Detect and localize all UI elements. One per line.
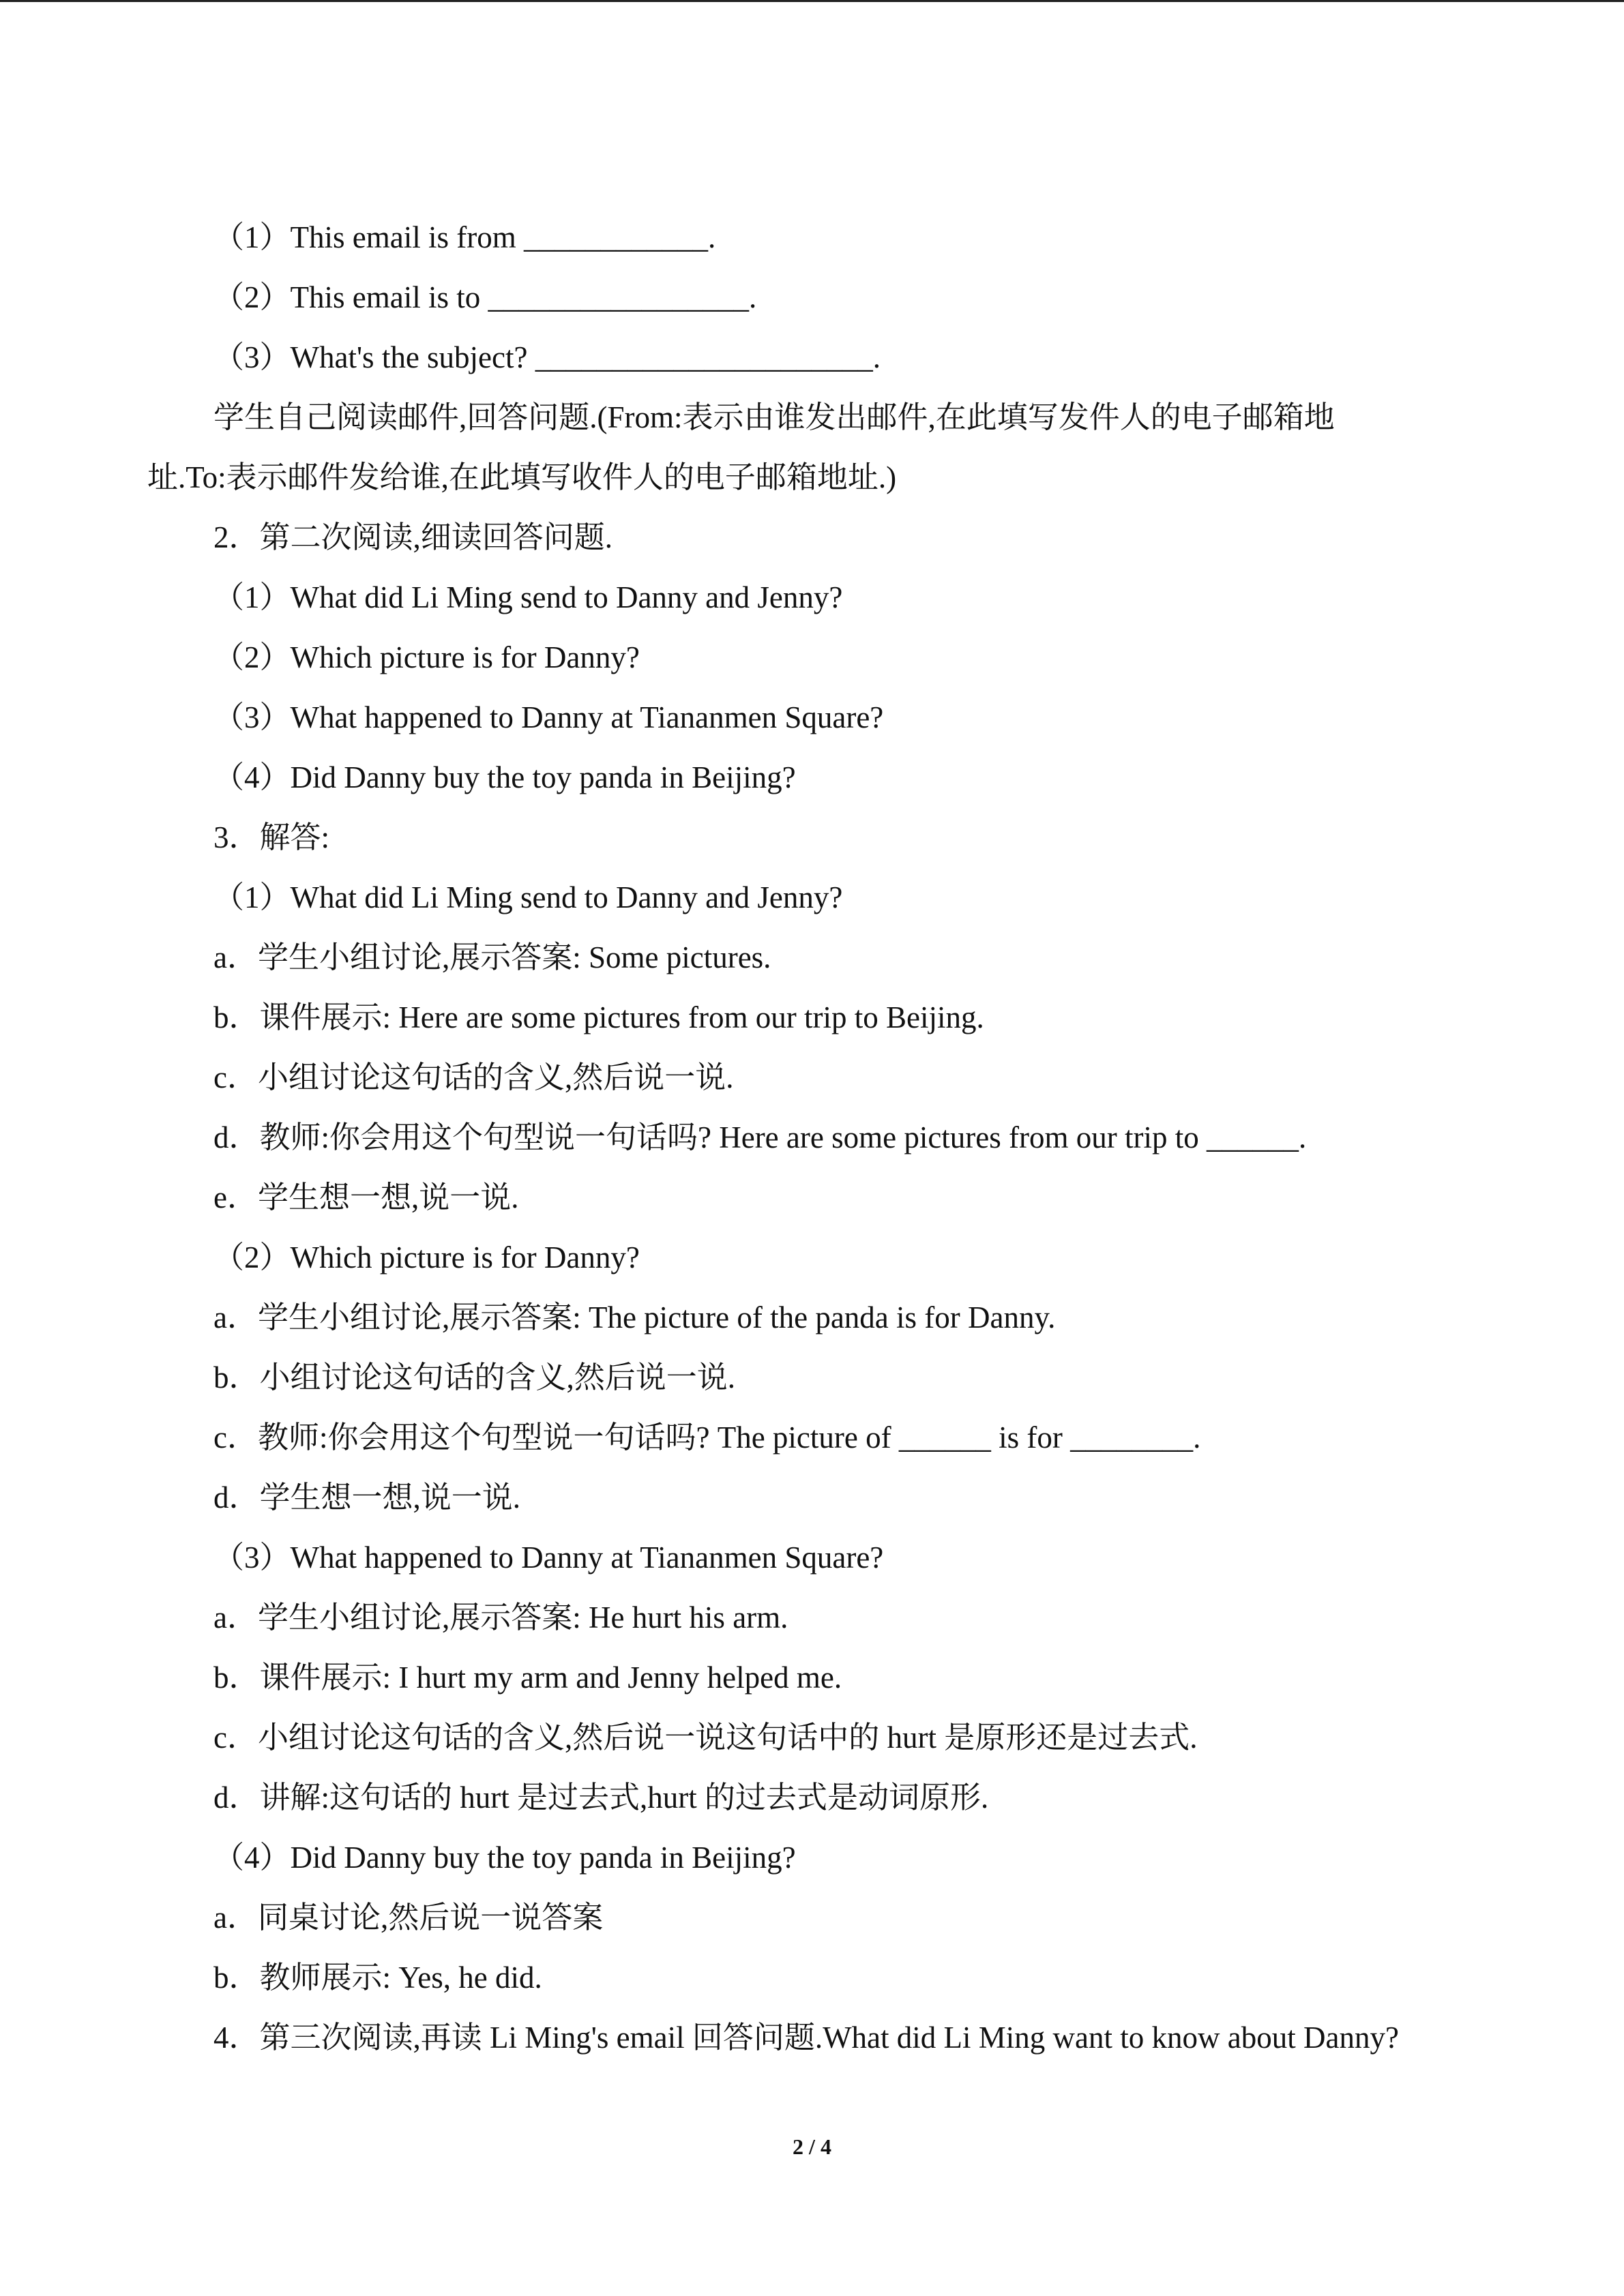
step-4-heading: 4．第三次阅读,再读 Li Ming's email 回答问题.What did Li Ming want to know about Danny?: [213, 2021, 1399, 2055]
step-2-heading: 2．第二次阅读,细读回答问题.: [213, 520, 613, 554]
question-3: （3）What happened to Danny at Tiananmen Square?: [213, 700, 884, 734]
list-item: a．学生小组讨论,展示答案: He hurt his arm.: [213, 1600, 788, 1635]
list-item: b．课件展示: Here are some pictures from our trip to Beijing.: [213, 1000, 984, 1034]
list-item: c．小组讨论这句话的含义,然后说一说.: [213, 1060, 734, 1094]
list-item: b．课件展示: I hurt my arm and Jenny helped me.: [213, 1660, 842, 1695]
list-item: b．小组讨论这句话的含义,然后说一说.: [213, 1360, 736, 1395]
list-item: e．学生想一想,说一说.: [213, 1180, 519, 1214]
list-item: d．教师:你会用这个句型说一句话吗? Here are some pictures from our trip to ______.: [213, 1120, 1307, 1154]
answer-question-1: （1）What did Li Ming send to Danny and Jenny?: [213, 880, 843, 914]
question-email-subject: （3）What's the subject? ______________________.: [213, 340, 881, 374]
paragraph-line-2: 址.To:表示邮件发给谁,在此填写收件人的电子邮箱地址.): [147, 460, 897, 494]
question-email-to: （2）This email is to _________________.: [213, 280, 757, 314]
list-item: c．小组讨论这句话的含义,然后说一说这句话中的 hurt 是原形还是过去式.: [213, 1720, 1198, 1755]
list-item: d．学生想一想,说一说.: [213, 1480, 521, 1515]
list-item: b．教师展示: Yes, he did.: [213, 1960, 542, 1995]
paragraph-line-1: 学生自己阅读邮件,回答问题.(From:表示由谁发出邮件,在此填写发件人的电子邮箱地: [213, 400, 1335, 434]
list-item: a．学生小组讨论,展示答案: Some pictures.: [213, 940, 771, 974]
list-item: c．教师:你会用这个句型说一句话吗? The picture of ______ is for ________.: [213, 1420, 1201, 1455]
list-item: a．同桌讨论,然后说一说答案: [213, 1900, 604, 1935]
list-item: a．学生小组讨论,展示答案: The picture of the panda is for Danny.: [213, 1300, 1056, 1335]
question-email-from: （1）This email is from ____________.: [213, 220, 716, 254]
step-3-heading: 3．解答:: [213, 820, 330, 854]
question-4: （4）Did Danny buy the toy panda in Beijing?: [213, 760, 796, 794]
answer-question-2: （2）Which picture is for Danny?: [213, 1240, 640, 1274]
answer-question-4: （4）Did Danny buy the toy panda in Beijing?: [213, 1840, 796, 1875]
question-1: （1）What did Li Ming send to Danny and Jenny?: [213, 580, 843, 614]
question-2: （2）Which picture is for Danny?: [213, 640, 640, 674]
answer-question-3: （3）What happened to Danny at Tiananmen Square?: [213, 1540, 884, 1575]
list-item: d．讲解:这句话的 hurt 是过去式,hurt 的过去式是动词原形.: [213, 1780, 989, 1815]
page-number: 2 / 4: [793, 2134, 831, 2159]
